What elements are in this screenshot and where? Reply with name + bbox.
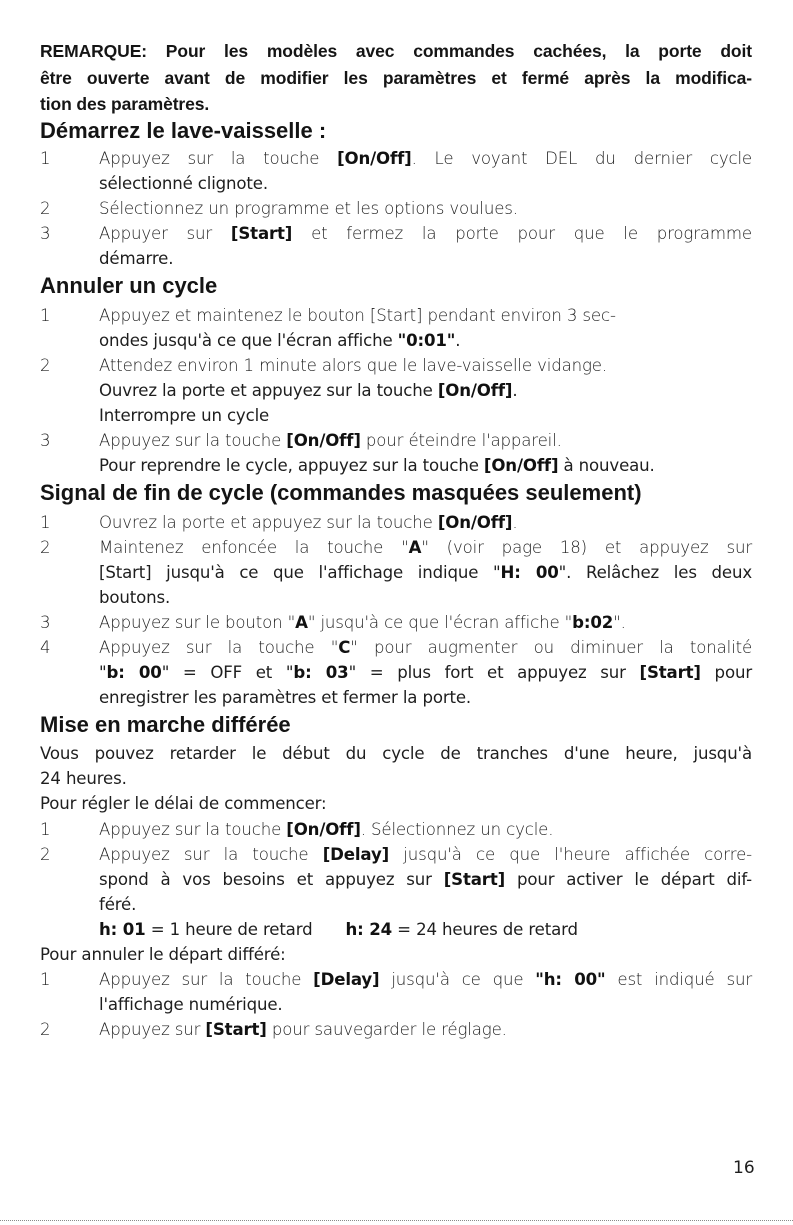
paragraph-line: Pour annuler le départ différé:: [40, 945, 286, 964]
section-title: Mise en marche différée: [40, 712, 291, 737]
bottom-rule: [0, 1220, 793, 1221]
list-item-continuation: féré.: [99, 895, 137, 914]
section-title: Annuler un cycle: [40, 273, 218, 298]
manual-page: REMARQUE: Pour les modèles avec commandes cachées, la porte doit être ouverte avant de modifier les paramètres et fermé après la modifica- tion des paramètres. Démarrez le lave-vaisselle : 1 Appuyez sur la touche [On/Off]. Le voyant DEL du dernier cycle sélectionné clignote. 2 Sélectionnez un programme et les options voulues. 3 Appuyer sur [Start] et fermez la porte pour que le programme démarre. Annuler un cycle 1 Appuyez et maintenez le bouton [Start] pendant environ 3 sec- ondes jusqu'à ce que l'écran affiche "0:01". 2 Attendez environ 1 minute alors que le lave-vaisselle vidange. Ouvrez la porte et appuyez sur la touche [On/Off]. Interrompre un cycle 3 Appuyez sur la touche [On/Off] pour éteindre l'appareil. Pour reprendre le cycle, appuyez sur la touche [On/Off] à nouveau. Signal de fin de cycle (commandes masquées seulement) 1 Ouvrez la porte et appuyez sur la touche [On/Off]. 2 Maintenez enfoncée la touche "A" (voir page 18) et appuyez sur [Start] jusqu'à ce que l'affichage indique "H: 00". Relâchez les deux boutons. 3 Appuyez sur le bouton "A" jusqu'à ce que l'écran affiche "b:02". 4 Appuyez sur la touche "C" pour augmenter ou diminuer la tonalité "b: 00" = OFF et "b: 03" = plus fort et appuyez sur [Start] pour enregistrer les paramètres et fermer la porte. Mise en marche différée Vous pouvez retarder le début du cycle de tranches d'une heure, jusqu'à 24 heures. Pour régler le délai de commencer: 1 Appuyez sur la touche [On/Off]. Sélectionnez un cycle. 2 Appuyez sur la touche [Delay] jusqu'à ce que l'heure affichée corre- spond à vos besoins et appuyez sur [Start] pour activer le départ dif- féré. h: 01 = 1 heure de retard h: 24 = 24 heures de retard Pour annuler le départ différé: 1 Appuyez sur la touche [Delay] jusqu'à ce que "h: 00" est indiqué sur l'affichage numérique. 2 Appuyez sur [Start] pour sauvegarder le réglage. 16: [0, 0, 793, 1225]
note-line: tion des paramètres.: [40, 94, 210, 114]
page-number: 16: [733, 1158, 755, 1178]
list-item-continuation: spond à vos besoins et appuyez sur [Start] pour activer le départ dif-: [99, 870, 752, 889]
list-item-continuation: boutons.: [99, 588, 171, 607]
list-item-continuation: démarre.: [99, 249, 174, 268]
list-item-continuation: ondes jusqu'à ce que l'écran affiche "0:01".: [99, 331, 461, 350]
paragraph-line: Pour régler le délai de commencer:: [40, 794, 327, 813]
list-item-continuation: sélectionné clignote.: [99, 174, 268, 193]
list-item-continuation: "b: 00" = OFF et "b: 03" = plus fort et appuyez sur [Start] pour: [99, 663, 752, 682]
section-title: Signal de fin de cycle (commandes masquées seulement): [40, 480, 642, 505]
list-item-continuation: [Start] jusqu'à ce que l'affichage indique "H: 00". Relâchez les deux: [99, 563, 752, 582]
list-item-continuation: Interrompre un cycle: [99, 406, 270, 425]
list-item-continuation: enregistrer les paramètres et fermer la porte.: [99, 688, 472, 707]
paragraph-line: 24 heures.: [40, 769, 127, 788]
paragraph-line: Vous pouvez retarder le début du cycle de tranches d'une heure, jusqu'à: [40, 744, 752, 763]
delay-examples: h: 01 = 1 heure de retard h: 24 = 24 heures de retard: [99, 920, 578, 939]
list-item-continuation: l'affichage numérique.: [99, 995, 283, 1014]
note-line: être ouverte avant de modifier les paramètres et fermé après la modifica-: [40, 67, 752, 88]
note-line: REMARQUE: Pour les modèles avec commandes cachées, la porte doit: [40, 41, 752, 61]
section-title: Démarrez le lave-vaisselle :: [40, 118, 327, 143]
list-item-continuation: Ouvrez la porte et appuyez sur la touche [On/Off].: [99, 381, 518, 400]
list-item-continuation: Pour reprendre le cycle, appuyez sur la touche [On/Off] à nouveau.: [99, 456, 655, 475]
note-block: [40, 38, 752, 118]
